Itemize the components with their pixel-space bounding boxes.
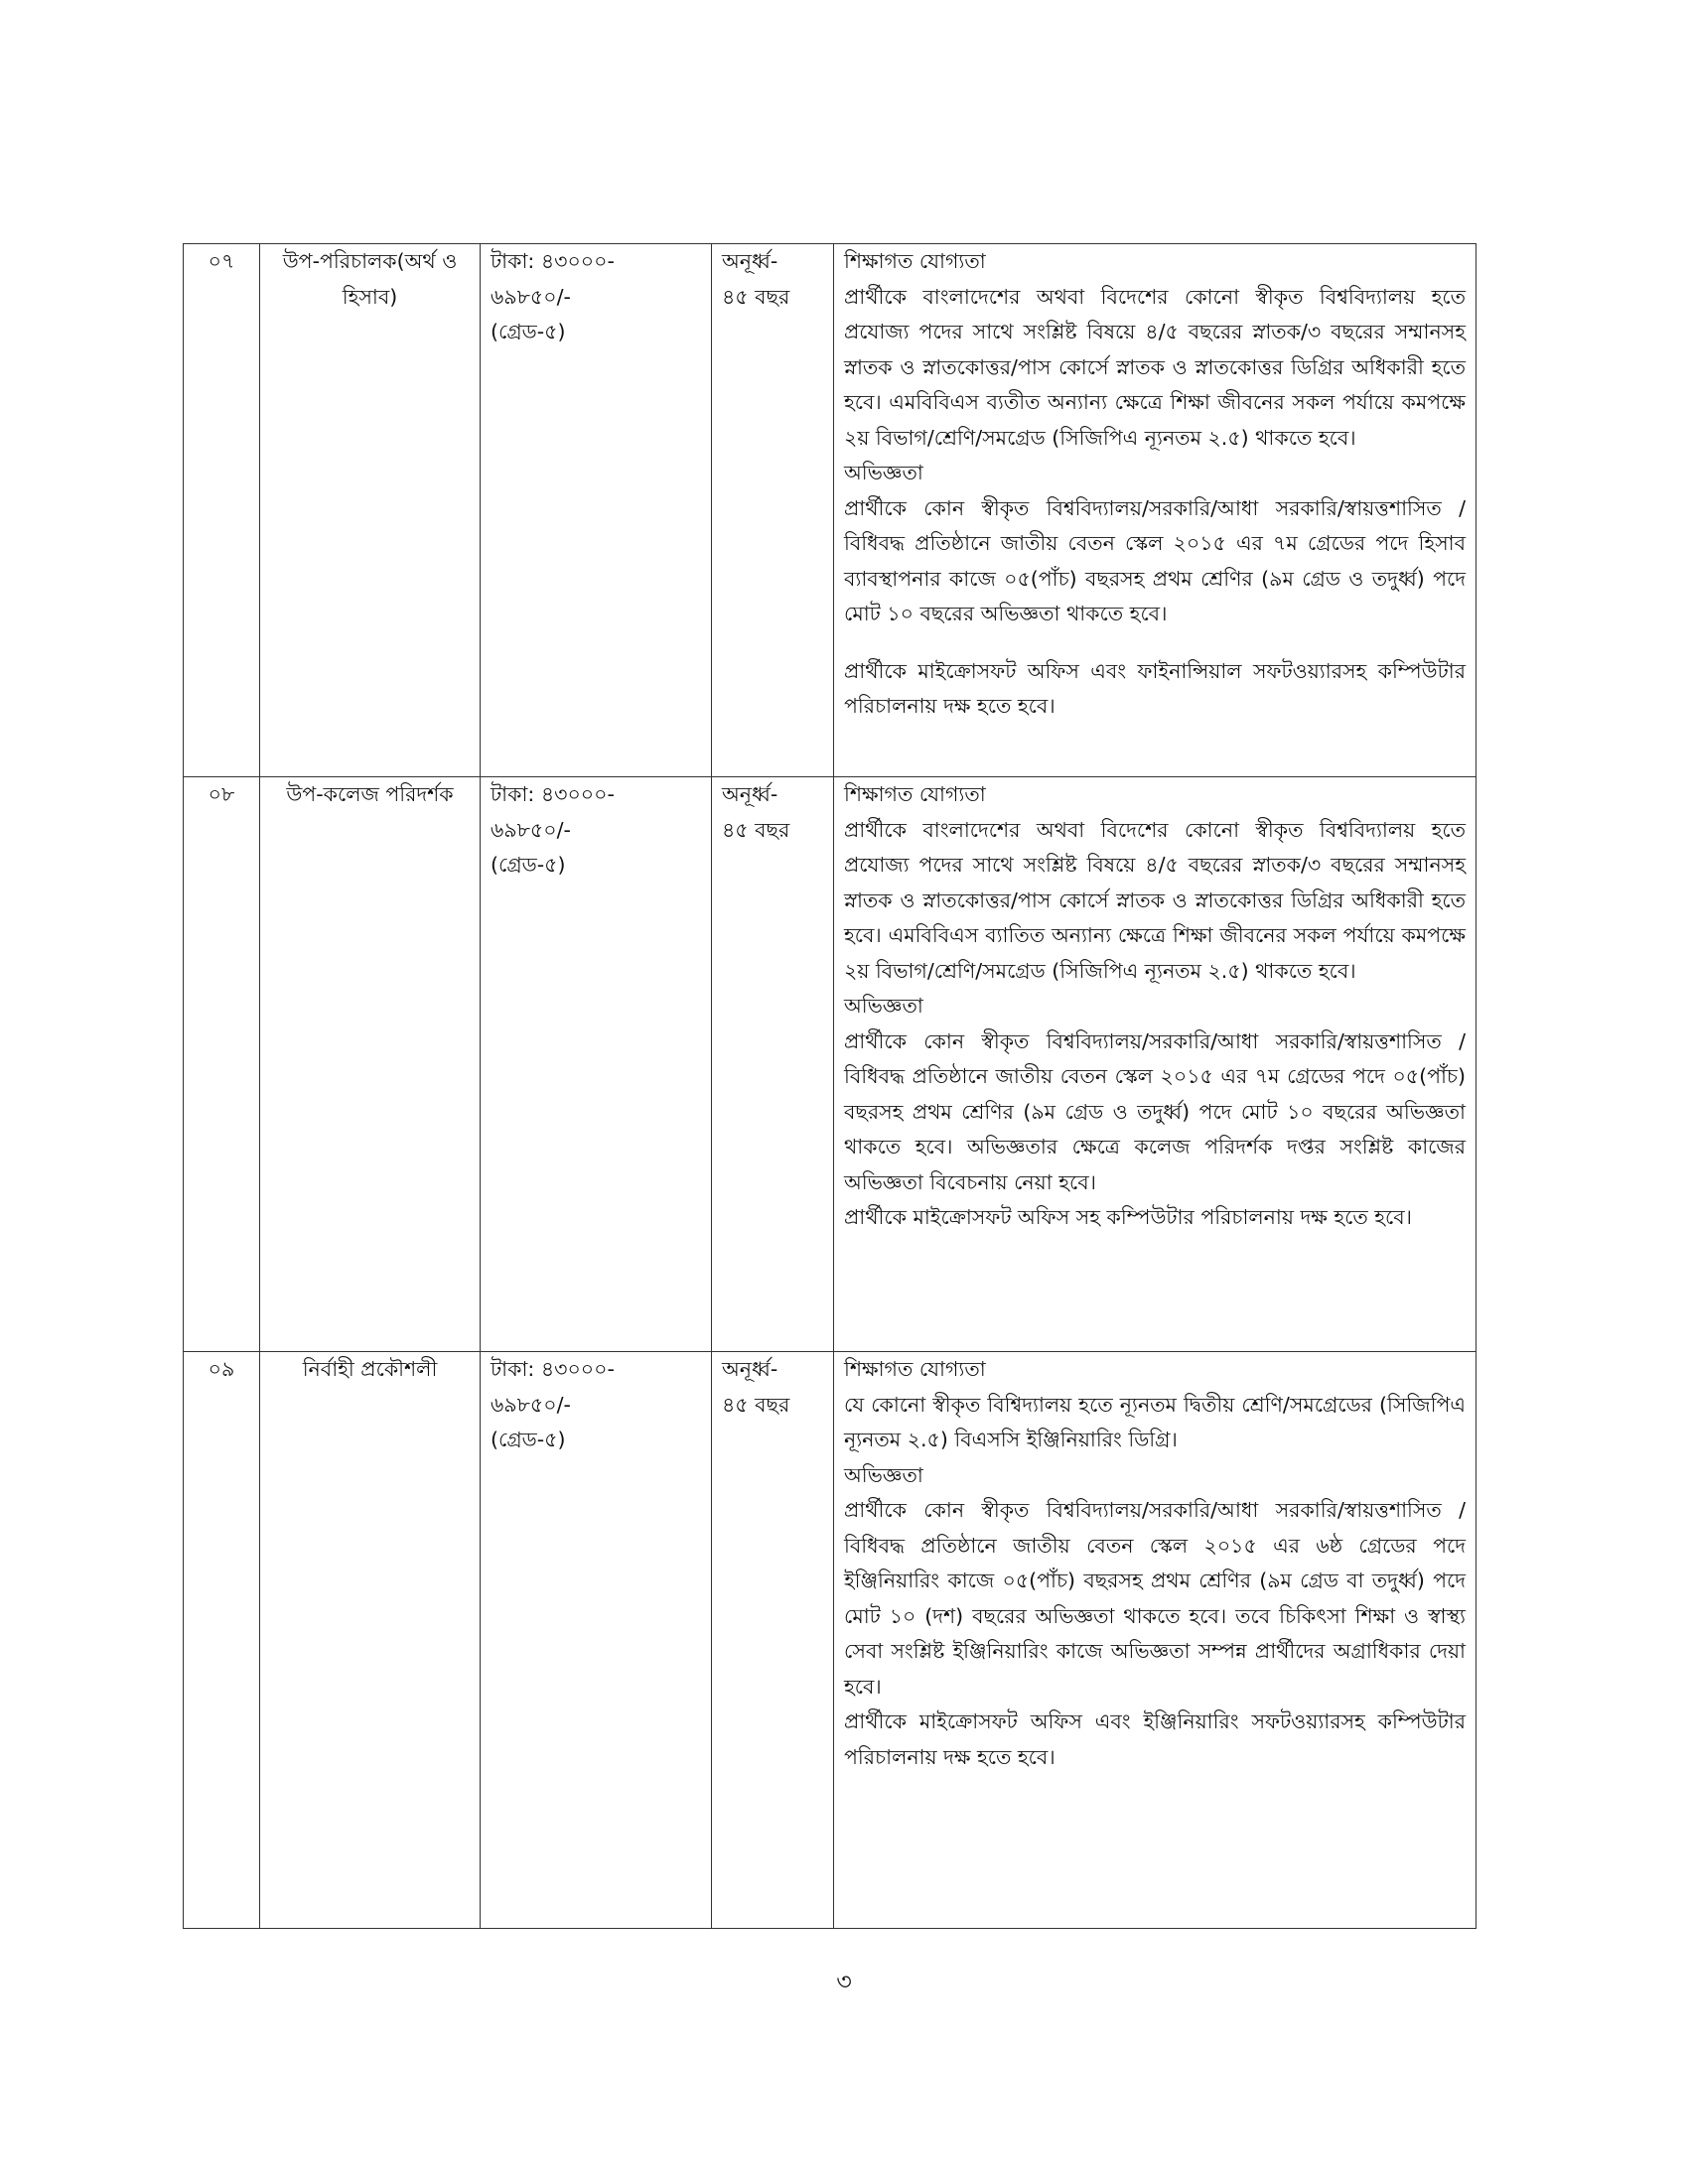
post-name-line: উপ-পরিচালক(অর্থ ও <box>282 249 458 273</box>
experience-heading: অভিজ্ঞতা <box>844 461 923 484</box>
page-number: ৩ <box>836 1968 852 1995</box>
serial-number: ০৮ <box>208 782 235 806</box>
serial-number: ০৭ <box>208 249 235 273</box>
job-requirements-table <box>183 243 1477 1929</box>
table-row <box>184 777 1477 1352</box>
pay-scale-cell <box>481 244 712 777</box>
requirements-cell <box>834 777 1477 1352</box>
age-limit-line: অনূর্ধ্ব- <box>722 249 778 273</box>
experience-text: প্রার্থীকে কোন স্বীকৃত বিশ্ববিদ্যালয়/সরকারি/আধা সরকারি/স্বায়ত্তশাসিত /বিধিবদ্ধ প্রতিষ্ঠানে জাতীয় বেতন স্কেল ২০১৫ এর ৬ষ্ঠ গ্রেডের পদে ইঞ্জিনিয়ারিং কাজে ০৫(পাঁচ) বছরসহ প্রথম শ্রেণির (৯ম গ্রেড বা তদুর্ধ্ব) পদে মোট ১০ (দশ) বছরের অভিজ্ঞতা থাকতে হবে। তবে চিকিৎসা শিক্ষা ও স্বাস্থ্য সেবা সংশ্লিষ্ট ইঞ্জিনিয়ারিং কাজে অভিজ্ঞতা সম্পন্ন প্রার্থীদের অগ্রাধিকার দেয়া হবে। <box>844 1498 1466 1699</box>
experience-heading: অভিজ্ঞতা <box>844 994 923 1018</box>
experience-heading: অভিজ্ঞতা <box>844 1462 923 1487</box>
age-limit-line: অনূর্ধ্ব- <box>722 1357 778 1381</box>
pay-scale-line: ৬৯৮৫০/- <box>491 284 571 309</box>
table-row <box>184 244 1477 777</box>
computer-skill-text: প্রার্থীকে মাইক্রোসফট অফিস এবং ইঞ্জিনিয়ারিং সফটওয়্যারসহ কম্পিউটার পরিচালনায় দক্ষ হতে হবে। <box>844 1709 1466 1769</box>
age-limit-line: অনূর্ধ্ব- <box>722 782 778 806</box>
age-limit-line: ৪৫ বছর <box>722 1392 790 1417</box>
pay-scale-line: টাকা: ৪৩০০০- <box>491 782 615 806</box>
pay-scale-line: টাকা: ৪৩০০০- <box>491 1357 615 1381</box>
post-name-line: হিসাব) <box>342 284 398 309</box>
age-limit-cell <box>712 244 834 777</box>
education-text: যে কোনো স্বীকৃত বিশ্বিদ্যালয় হতে ন্যূনতম দ্বিতীয় শ্রেণি/সমগ্রেডের (সিজিপিএ ন্যূনতম ২.৫) বিএসসি ইঞ্জিনিয়ারিং ডিগ্রি। <box>844 1392 1466 1451</box>
pay-scale-cell <box>481 1352 712 1929</box>
post-cell <box>260 244 481 777</box>
experience-text: প্রার্থীকে কোন স্বীকৃত বিশ্ববিদ্যালয়/সরকারি/আধা সরকারি/স্বায়ত্তশাসিত /বিধিবদ্ধ প্রতিষ্ঠানে জাতীয় বেতন স্কেল ২০১৫ এর ৭ম গ্রেডের পদে ০৫(পাঁচ) বছরসহ প্রথম শ্রেণির (৯ম গ্রেড ও তদুর্ধ্ব) পদে মোট ১০ বছরের অভিজ্ঞতা থাকতে হবে। অভিজ্ঞতার ক্ষেত্রে কলেজ পরিদর্শক দপ্তর সংশ্লিষ্ট কাজের অভিজ্ঞতা বিবেচনায় নেয়া হবে। <box>844 1028 1466 1194</box>
requirements-cell <box>834 1352 1477 1929</box>
experience-text: প্রার্থীকে কোন স্বীকৃত বিশ্ববিদ্যালয়/সরকারি/আধা সরকারি/স্বায়ত্তশাসিত /বিধিবদ্ধ প্রতিষ্ঠানে জাতীয় বেতন স্কেল ২০১৫ এর ৭ম গ্রেডের পদে হিসাব ব্যাবস্থাপনার কাজে ০৫(পাঁচ) বছরসহ প্রথম শ্রেণির (৯ম গ্রেড ও তদুর্ধ্ব) পদে মোট ১০ বছরের অভিজ্ঞতা থাকতে হবে। <box>844 495 1466 625</box>
education-heading: শিক্ষাগত যোগ্যতা <box>844 249 986 273</box>
pay-scale-line: (গ্রেড-৫) <box>491 320 566 343</box>
table-row <box>184 1352 1477 1929</box>
serial-cell <box>184 777 260 1352</box>
post-name-line: উপ-কলেজ পরিদর্শক <box>286 782 454 806</box>
education-text: প্রার্থীকে বাংলাদেশের অথবা বিদেশের কোনো স্বীকৃত বিশ্ববিদ্যালয় হতে প্রযোজ্য পদের সাথে সংশ্লিষ্ট বিষয়ে ৪/৫ বছরের স্নাতক/৩ বছরের সম্মানসহ স্নাতক ও স্নাতকোত্তর/পাস কোর্সে স্নাতক ও স্নাতকোত্তর ডিগ্রির অধিকারী হতে হবে। এমবিবিএস ব্যতীত অন্যান্য ক্ষেত্রে শিক্ষা জীবনের সকল পর্যায়ে কমপক্ষে ২য় বিভাগ/শ্রেণি/সমগ্রেড (সিজিপিএ ন্যূনতম ২.৫) থাকতে হবে। <box>844 284 1466 450</box>
education-heading: শিক্ষাগত যোগ্যতা <box>844 1357 986 1381</box>
pay-scale-line: টাকা: ৪৩০০০- <box>491 249 615 273</box>
education-heading: শিক্ষাগত যোগ্যতা <box>844 782 986 806</box>
education-text: প্রার্থীকে বাংলাদেশের অথবা বিদেশের কোনো স্বীকৃত বিশ্ববিদ্যালয় হতে প্রযোজ্য পদের সাথে সংশ্লিষ্ট বিষয়ে ৪/৫ বছরের স্নাতক/৩ বছরের সম্মানসহ স্নাতক ও স্নাতকোত্তর/পাস কোর্সে স্নাতক ও স্নাতকোত্তর ডিগ্রির অধিকারী হতে হবে। এমবিবিএস ব্যাতিত অন্যান্য ক্ষেত্রে শিক্ষা জীবনের সকল পর্যায়ে কমপক্ষে ২য় বিভাগ/শ্রেণি/সমগ্রেড (সিজিপিএ ন্যূনতম ২.৫) থাকতে হবে। <box>844 817 1466 983</box>
post-cell <box>260 777 481 1352</box>
age-limit-cell <box>712 777 834 1352</box>
pay-scale-line: (গ্রেড-৫) <box>491 1428 566 1451</box>
age-limit-cell <box>712 1352 834 1929</box>
pay-scale-cell <box>481 777 712 1352</box>
serial-number: ০৯ <box>208 1357 235 1381</box>
serial-cell <box>184 1352 260 1929</box>
computer-skill-text: প্রার্থীকে মাইক্রোসফট অফিস সহ কম্পিউটার পরিচালনায় দক্ষ হতে হবে। <box>844 1205 1412 1229</box>
requirements-cell <box>834 244 1477 777</box>
pay-scale-line: ৬৯৮৫০/- <box>491 1392 571 1417</box>
serial-cell <box>184 244 260 777</box>
post-name-line: নির্বাহী প্রকৌশলী <box>302 1357 438 1381</box>
age-limit-line: ৪৫ বছর <box>722 817 790 842</box>
pay-scale-line: (গ্রেড-৫) <box>491 853 566 877</box>
age-limit-line: ৪৫ বছর <box>722 284 790 309</box>
post-cell <box>260 1352 481 1929</box>
pay-scale-line: ৬৯৮৫০/- <box>491 817 571 842</box>
computer-skill-text: প্রার্থীকে মাইক্রোসফট অফিস এবং ফাইনান্সিয়াল সফটওয়্যারসহ কম্পিউটার পরিচালনায় দক্ষ হতে হবে। <box>844 658 1466 718</box>
